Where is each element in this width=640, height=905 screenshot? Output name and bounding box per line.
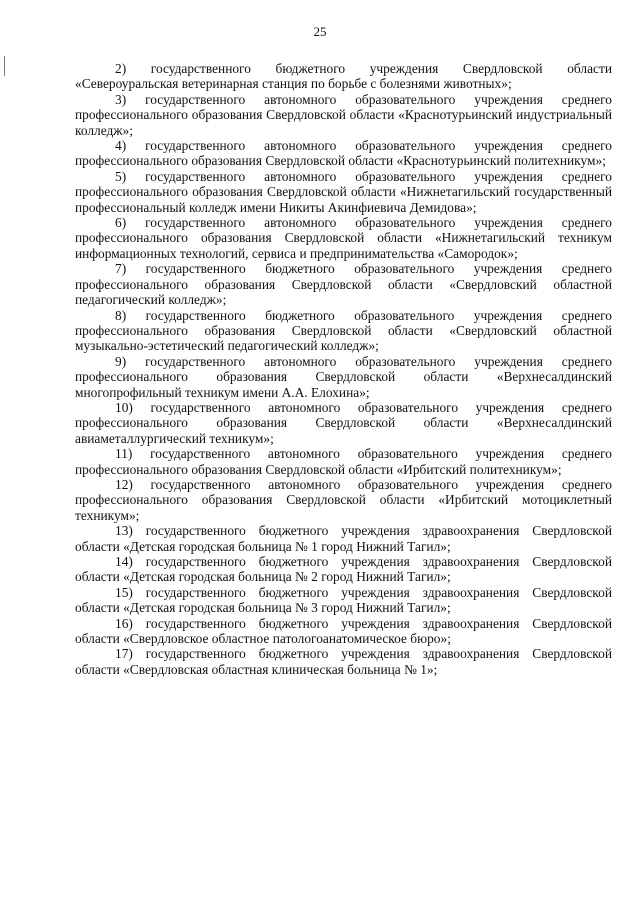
list-item: 17) государственного бюджетного учреждения здравоохранения Свердловской области «Свердловская областная клиническая больница № 1»; — [75, 646, 612, 677]
list-item: 3) государственного автономного образовательного учреждения среднего профессионального образования Свердловской области «Краснотурьинский индустриальный колледж»; — [75, 91, 612, 138]
list-item: 12) государственного автономного образовательного учреждения среднего профессионального образования Свердловской области «Ирбитский мотоциклетный техникум»; — [75, 476, 612, 523]
list-item: 14) государственного бюджетного учреждения здравоохранения Свердловской области «Детская городская больница № 2 город Нижний Тагил»; — [75, 554, 612, 585]
list-item: 2) государственного бюджетного учреждения Свердловской области «Североуральская ветеринарная станция по борьбе с болезнями животных»; — [75, 61, 612, 92]
page-number: 25 — [313, 24, 327, 39]
list-item: 16) государственного бюджетного учреждения здравоохранения Свердловской области «Свердловское областное патологоанатомическое бюро»; — [75, 615, 612, 647]
list-item: 15) государственного бюджетного учреждения здравоохранения Свердловской области «Детская городская больница № 3 город Нижний Тагил»; — [75, 584, 612, 616]
list-item: 5) государственного автономного образовательного учреждения среднего профессионального образования Свердловской области «Нижнетагильский государственный профессиональный колледж имени Никиты Акинфиевича Демидова»; — [75, 168, 612, 215]
list-item: 11) государственного автономного образовательного учреждения среднего профессионального образования Свердловской области «Ирбитский политехникум»; — [75, 446, 612, 477]
list-item: 13) государственного бюджетного учреждения здравоохранения Свердловской области «Детская городская больница № 1 город Нижний Тагил»; — [75, 523, 612, 554]
list-item: 4) государственного автономного образовательного учреждения среднего профессионального образования Свердловской области «Краснотурьинский политехникум»; — [75, 138, 612, 169]
list-item: 6) государственного автономного образовательного учреждения среднего профессионального образования Свердловской области «Нижнетагильский техникум информационных технологий, сервиса и предпринимательства «Самородок»; — [75, 215, 612, 261]
list-item: 7) государственного бюджетного образовательного учреждения среднего профессионального образования Свердловской области «Свердловский областной педагогический колледж»; — [75, 261, 612, 308]
document-body — [75, 61, 612, 677]
scan-edge-mark — [4, 56, 5, 76]
list-item: 8) государственного бюджетного образовательного учреждения среднего профессионального образования Свердловской области «Свердловский областной музыкально-эстетический педагогический колледж»; — [75, 307, 612, 354]
list-item: 9) государственного автономного образовательного учреждения среднего профессионального образования Свердловской области «Верхнесалдинский многопрофильный техникум имени А.А. Елохина»; — [75, 353, 612, 400]
list-item: 10) государственного автономного образовательного учреждения среднего профессионального образования Свердловской области «Верхнесалдинский авиаметаллургический техникум»; — [75, 399, 612, 446]
